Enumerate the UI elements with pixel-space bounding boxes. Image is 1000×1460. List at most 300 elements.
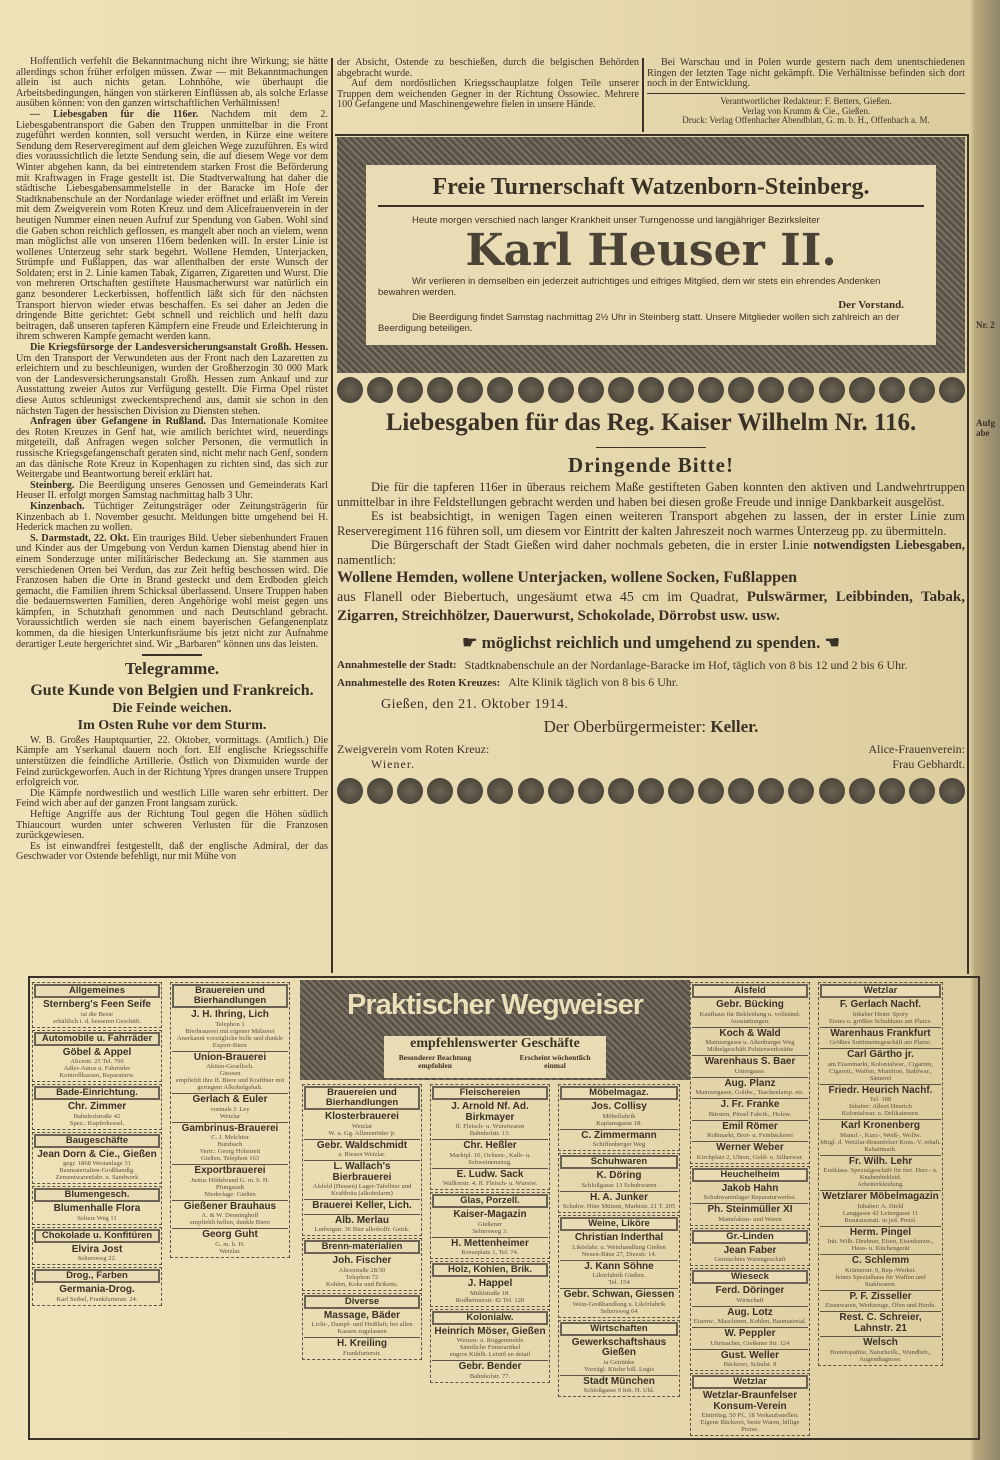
ornament-border xyxy=(337,778,965,804)
ad-detail: Inh. Wilh. Deubner, Eisen, Eisenkurzw., Haus- u. Küchengerät xyxy=(827,1238,934,1252)
ad-detail: Seltersweg 3. xyxy=(472,1227,508,1235)
ad-category-header: Diverse xyxy=(304,1295,420,1309)
ad-business-name: Christian Inderthal xyxy=(574,1232,664,1243)
ad-business-name: J. Kann Söhne xyxy=(584,1260,654,1272)
ornament-circle xyxy=(728,377,754,403)
article-paragraph xyxy=(16,417,328,481)
ad-column xyxy=(302,1084,422,1360)
ad-entry xyxy=(172,1093,288,1121)
ad-detail: Anerkannt vorzügliche helle und dunkle xyxy=(176,1034,284,1042)
article-paragraph xyxy=(16,534,328,651)
ad-category xyxy=(690,982,810,1164)
ad-business-name: Wetzlarer Möbelmagazin xyxy=(822,1191,939,1202)
ad-detail: Alsfeld (Hessen) Lager-Tafelbier und Kraftbräu (alkoholarm) xyxy=(312,1183,412,1197)
ad-entry xyxy=(820,1155,941,1190)
ad-business-name: Gerlach & Euler xyxy=(192,1094,268,1105)
imprint-publisher: Verlag von Krumm & Cie., Gießen. xyxy=(741,105,871,116)
ad-entry xyxy=(820,999,941,1026)
ad-entry xyxy=(172,1051,288,1093)
ad-entry xyxy=(692,1055,808,1076)
ad-entry xyxy=(692,1390,808,1434)
ad-detail: Wirtschaft xyxy=(736,1296,764,1304)
ad-category xyxy=(818,982,943,1366)
right-main-column xyxy=(337,137,965,804)
ornament-circle xyxy=(728,778,754,804)
ad-business-name: H. Kreiling xyxy=(336,1338,387,1349)
ad-entry xyxy=(304,1199,420,1213)
ad-business-name: Welsch xyxy=(863,1337,898,1348)
directory-banner xyxy=(300,980,690,1080)
ad-detail: Eisenwaren, Werkzeuge, Öfen und Herde. xyxy=(825,1302,936,1309)
ornament-circle xyxy=(608,377,634,403)
ad-entry xyxy=(34,1244,160,1264)
ornament-circle xyxy=(668,778,694,804)
ad-business-name: Aug. Planz xyxy=(724,1077,776,1089)
ad-detail: Schloßgasse 9 Inh. H. Uhl. xyxy=(583,1387,655,1394)
ornament-circle xyxy=(819,377,845,403)
ad-business-name: F. Gerlach Nachf. xyxy=(839,999,922,1010)
ad-entry xyxy=(820,1048,941,1083)
article-lead: S. Darmstadt, 22. Okt. xyxy=(30,532,130,544)
ad-business-name: Gust. Weller xyxy=(720,1349,780,1361)
ornament-circle xyxy=(758,377,784,403)
ad-detail: Weizen- u. Roggenmehle xyxy=(456,1337,524,1344)
ad-entry xyxy=(692,1203,808,1224)
ad-entry xyxy=(304,1337,420,1358)
ornament-circle xyxy=(487,778,513,804)
ad-business-name: Herm. Pingel xyxy=(849,1226,912,1238)
ad-business-name: Exportbrauerei xyxy=(194,1165,266,1176)
ad-detail: Butzbach xyxy=(217,1141,243,1148)
ad-business-name: Ph. Steinmüller XI xyxy=(707,1204,793,1215)
ornament-circle xyxy=(608,778,634,804)
appeal-body: Die für die tapferen 116er in überaus reichem Maße gestifteten Gaben konnten den aktiven und Landwehrtruppen unmittelbar in ihre Feldstellungen gebracht werden und haben bei diesen große Freude und innige Dankbarkeit ausgelöst. Es ist beabsichtigt, in wenigen Tagen einen weiteren Transport abgehen zu lassen, der in erster Linie zum Reserveregiment 116 führen soll, um diesem vor Eintritt der kalten Jahreszeit noch warmes Unterzeug pp. zu übermitteln. Die Bürgerschaft der Stadt Gießen wird daher nochmals gebeten, die in erster Linie notwendigsten Liebesgaben, namentlich: Wollene Hemden, wollene Unterjacken, wollene Socken, Fußlappen aus Flanell oder Biebertuch, ungesäumt etwa 45 cm im Quadrat, Pulswärmer, Leibbinden, Tabak, Zigarren, Streichhölzer, Dauerwurst, Schokolade, Dörrobst usw. usw. xyxy=(337,480,966,624)
ad-detail: empfiehlt ihre ff. Biere und Kraftbier mit geringem Alkoholgehalt. xyxy=(175,1077,285,1091)
ad-detail: Rodheimerstr. 42 Tel. 128 xyxy=(455,1296,525,1304)
ad-business-name: J. Arnold Nf. Ad. Birkmayer xyxy=(451,1101,529,1123)
divider xyxy=(335,134,967,136)
pointing-hand-icon: ☛ xyxy=(462,633,482,652)
ad-entry xyxy=(692,1327,808,1348)
ornament-circle xyxy=(698,778,724,804)
article-lead: Steinberg. xyxy=(30,479,75,491)
ad-entry xyxy=(172,1122,288,1164)
ad-entry xyxy=(432,1101,548,1138)
ad-detail: Möbelfabrik xyxy=(602,1112,636,1120)
ad-detail: Bürsten, Pinsel Fabrik., Holzw. xyxy=(708,1110,792,1118)
ad-category-header: Drog., Farben xyxy=(34,1269,160,1283)
ad-business-name: Gebr. Bender xyxy=(458,1361,522,1372)
ad-column xyxy=(32,982,162,1306)
ad-detail: z. Riesen Wetzlar. xyxy=(338,1151,386,1158)
next-page-fragment: Aufgabe xyxy=(976,418,996,438)
ad-entry xyxy=(304,1111,420,1138)
ad-business-name: Gießener Brauhaus xyxy=(183,1200,277,1212)
ad-detail: Eisenw., Maschinen, Kohlen, Baumaterial. xyxy=(693,1318,807,1325)
ad-detail: Kaufhaus für Bekleidung u. vollständ. Ausstattungen. xyxy=(699,1010,801,1025)
signature-red-cross: Zweigverein vom Roten Kreuz: Wiener. xyxy=(337,742,490,771)
ad-detail: Walltorstr. 4, ff. Fleisch- u. Wurstw. xyxy=(442,1180,538,1187)
ad-detail: Bahnhofstraße 42 xyxy=(73,1112,121,1120)
ad-category xyxy=(558,1084,680,1151)
directory-subtitle-box: empfehlenswerter Geschäfte Besonderer Beachtung empfohlen Erscheint wöchentlich einmal xyxy=(384,1036,606,1078)
ad-entry xyxy=(692,1349,808,1370)
ornament-circle xyxy=(337,778,363,804)
ad-business-name: E. Ludw. Sack xyxy=(456,1168,524,1180)
ad-category xyxy=(558,1215,680,1318)
ad-detail: Erstklass. Spezialgeschäft für fert. Herr.- u. Knabenbekleid. xyxy=(823,1167,938,1181)
ad-category-header: Bade-Einrichtung. xyxy=(34,1086,160,1100)
ad-category-header: Weine, Liköre xyxy=(560,1217,678,1231)
ornament-circle xyxy=(879,778,905,804)
ad-business-name: Union-Brauerei xyxy=(193,1051,267,1063)
left-column-articles xyxy=(16,57,328,650)
appeal-signatures xyxy=(337,742,965,772)
ad-business-name: Friedr. Heurich Nachf. xyxy=(828,1084,933,1096)
ad-category-header: Automobile u. Fahrräder xyxy=(34,1032,160,1046)
ad-business-name: Jean Faber xyxy=(723,1244,777,1256)
ad-entry xyxy=(692,1245,808,1265)
ad-category xyxy=(690,1228,810,1267)
ad-detail: Export-Biere xyxy=(212,1041,248,1049)
ad-column xyxy=(818,982,943,1366)
ad-detail: Brautausstatt. in jed. Preisl. xyxy=(844,1216,917,1224)
ad-entry xyxy=(820,1336,941,1364)
ad-detail: Vertr.: Georg Hohstreit xyxy=(199,1148,261,1155)
ad-category-header: Brenn-materialien xyxy=(304,1240,420,1254)
ad-entry xyxy=(820,1190,941,1225)
ad-detail: Neuen-Bäue 27, Diezstr. 14. xyxy=(581,1250,657,1258)
ad-category xyxy=(430,1309,550,1383)
ad-category-header: Gr.-Linden xyxy=(692,1230,808,1244)
ad-detail: Bahnhofstr. 77. xyxy=(469,1372,511,1380)
divider xyxy=(142,654,202,656)
ad-entry xyxy=(560,1129,678,1150)
telegrams-section xyxy=(16,654,328,863)
ad-business-name: Sternberg's Feen Seife xyxy=(43,999,151,1010)
article-text: Das Internationale Komitee des Roten Kreuzes in Genf hat, wie amtlich berichtet wird, neuerdings mitgeteilt, daß Anfragen wegen solcher Personen, die vermutlich in russische Kriegsgefangenschaft geraten sind, nicht mehr nach Genf, sondern an das dänische Rote Kreuz in Kopenhagen zu richten sind, das sich zur Weitergabe und Beantwortung bereit erklärt hat. xyxy=(16,416,328,481)
ornament-circle xyxy=(578,377,604,403)
ad-business-name: P. F. Zisseller xyxy=(849,1290,912,1302)
ad-category-header: Wetzlar xyxy=(820,984,941,998)
ad-detail: Untergasse. xyxy=(734,1067,766,1075)
ad-detail: Spez.: Kupferkessel. xyxy=(69,1119,125,1127)
ad-detail: G. m. b. H. xyxy=(215,1240,245,1248)
obituary-border xyxy=(337,137,965,373)
ad-category xyxy=(430,1192,550,1259)
ad-business-name: Gebr. Waldschmidt xyxy=(316,1139,408,1151)
ad-detail: Roßmarkt, Brot- u. Feinbäckerei xyxy=(707,1132,793,1139)
ornament-circle xyxy=(849,778,875,804)
ad-business-name: Warenhaus Frankfurt xyxy=(830,1027,931,1039)
ad-detail: ff. Fleisch- u. Wurstwaren xyxy=(455,1123,525,1130)
ad-detail: Schiffenberger Weg xyxy=(592,1141,646,1148)
article-text: Nachdem mit dem 2. Liebesgabentransport die Gaben den Truppen unmittelbar in die Front zugeführt werden konnten, soll versucht werden, in Kürze eine weitere Sendung dem Reserveregiment auf dem gleichen Wege zuzuführen. Es wird dies voraussichtlich die letzte Sendung sein, die auf diesem Wege vor dem Winter abgehen kann, da bei eintretendem starken Frost die Beförderung mit Kraftwagen in Frage gestellt ist. Die Stadtverwaltung hat daher die städtische Liebesgabensammelstelle in der Baracke im Hofe der Stadtknabenschule an der Nordanlage wieder eröffnet und erläßt im Verein mit dem Zweigverein vom Roten Kreuz und dem Alicefrauenverein in der heutigen Nummer einen neuen Aufruf zur Spendung von Gaben. Wohl sind die Gaben schon reichlich geflossen, es mangelt aber noch an vielem, wenn man möglichst alle von unseren 116ern bedenken will. In erster Linie ist wollenes Unterzeug sehr stark begehrt. Wollene Hemden, Unterjacken, Strümpfe und Fußlappen, das war allenthalben der erste Wunsch der Soldaten; erst in 2. Linie kamen Tabak, Zigarren, Zigaretten und Wurst. Die von mehreren Ortschaften gestiftete Hausmacherwurst war natürlich ein ganz besonderer Leckerbissen, hoffentlich läßt sich für den nächsten Transport hiervon wieder etwas beschaffen. Es sei daher an Jeden die dringende Bitte gerichtet: Gebt schnell und reichlich und helft dazu beitragen, daß unseren tapferen Kämpfern eine Freude und Erleichterung in ihrem schweren Kampfe gemacht werden kann. xyxy=(16,108,328,343)
ad-entry xyxy=(172,1200,288,1228)
ad-category xyxy=(558,1320,680,1398)
appeal-items: aus Flanell oder Biebertuch, ungesäumt etwa 45 cm im Quadrat, Pulswärmer, Leibbinden, Tabak, Zigarren, Streichhölzer, Dauerwurst, Schokolade, Dörrobst usw. usw. xyxy=(337,589,966,624)
ornament-circle xyxy=(397,377,423,403)
ad-category-header: Baugeschäfte xyxy=(34,1134,160,1148)
ad-business-name: Jakob Hahn xyxy=(721,1182,779,1194)
ad-detail: Bahnhofstr. 13. xyxy=(469,1130,511,1137)
ad-detail: Bierbrauerei mit eigener Mälzerei xyxy=(185,1027,275,1035)
ornament-circle xyxy=(518,377,544,403)
ad-detail: A. & W. Denninghoff xyxy=(201,1212,259,1219)
ornament-circle xyxy=(397,778,423,804)
ad-entry xyxy=(432,1326,548,1360)
divider xyxy=(378,205,924,207)
ad-column xyxy=(558,1084,680,1397)
article-lead: — Liebesgaben für die 116er. xyxy=(30,108,199,120)
article-lead: Kinzenbach. xyxy=(30,500,85,512)
ad-detail: Wetzlar xyxy=(351,1122,373,1130)
ad-detail: Vorzügl. Küche bill. Logis xyxy=(583,1365,655,1373)
ad-category-header: Chokolade u. Konfitüren xyxy=(34,1229,160,1243)
appeal-call: ☛ möglichst reichlich und umgehend zu spenden. ☚ xyxy=(462,633,840,652)
ad-detail: Erstes u. größtes Schuhhaus am Platze. xyxy=(828,1017,933,1025)
ad-detail: ist die Beste xyxy=(80,1010,114,1018)
ornament-circle xyxy=(788,778,814,804)
ad-entry xyxy=(820,1290,941,1311)
ad-detail: Kohlen, Koks und Briketts. xyxy=(325,1280,399,1288)
article-paragraph xyxy=(16,110,328,343)
ad-detail: Seltersweg 22. xyxy=(77,1255,117,1262)
divider xyxy=(647,93,965,95)
ornament-circle xyxy=(849,377,875,403)
telegrams-title: Telegramme. xyxy=(124,658,220,678)
ad-business-name: Chr. Zimmer xyxy=(67,1101,127,1112)
ad-entry xyxy=(304,1139,420,1160)
ad-category xyxy=(302,1238,422,1291)
ad-business-name: Germania-Drog. xyxy=(59,1284,135,1295)
column-rule xyxy=(642,58,644,132)
appeal-place-date: Gießen, den 21. Oktober 1914. xyxy=(381,697,569,712)
ad-entry xyxy=(692,1120,808,1141)
ad-detail: Uhrmacher, Gießener Str. 124 xyxy=(710,1339,790,1347)
ad-entry xyxy=(560,1191,678,1212)
ad-entry xyxy=(172,1164,288,1199)
ad-business-name: Chr. Heßler xyxy=(463,1140,517,1151)
ad-category-header: Brauereien und Bierhandlungen xyxy=(304,1086,420,1110)
ad-detail: Größtes Sortimentsgeschäft am Platze. xyxy=(829,1039,932,1046)
ad-category xyxy=(690,1373,810,1436)
ornament-circle xyxy=(638,778,664,804)
article-paragraph: Auf dem nordöstlichen Kriegsschauplatze folgen Teile unserer Truppen dem weichenden Gegner in der Richtung Ossowiec. Mehrere 100 Gefangene und Maschinengewehre fielen in unsere Hände. xyxy=(337,78,639,111)
ad-category xyxy=(32,1030,162,1083)
ornament-circle xyxy=(788,377,814,403)
ad-column xyxy=(690,982,810,1436)
ad-business-name: K. Döring xyxy=(596,1170,642,1181)
ad-entry xyxy=(304,1310,420,1337)
obituary-name: Karl Heuser II. xyxy=(465,224,837,276)
ad-entry xyxy=(304,1214,420,1235)
ad-detail: erhältlich i. d. besseren Geschäft. xyxy=(53,1017,141,1025)
ad-category xyxy=(170,982,290,1258)
telegrams-headline: Gute Kunde von Belgien und Frankreich. xyxy=(30,681,314,699)
ornament-circle xyxy=(909,377,935,403)
telegrams-body xyxy=(16,736,328,863)
ad-entry xyxy=(692,999,808,1026)
ad-entry xyxy=(692,1077,808,1098)
ornament-circle xyxy=(427,778,453,804)
article-paragraph xyxy=(16,343,328,417)
ad-category-header: Allgemeines xyxy=(34,984,160,998)
ornament-circle xyxy=(427,377,453,403)
ad-entry xyxy=(560,1288,678,1316)
ad-category xyxy=(430,1084,550,1190)
ad-category-header: Brauereien und Bierhandlungen xyxy=(172,984,288,1008)
ad-category xyxy=(32,1084,162,1130)
ad-detail: Adler-Autos u. Fahrräder xyxy=(63,1065,131,1072)
ad-entry xyxy=(560,1170,678,1190)
ad-entry xyxy=(692,1098,808,1119)
ad-detail: am Eisenmarkt, Kolonialwar., Cigarren, Cigarett., Waffen, Munition, Stahlwar., Sämerei xyxy=(827,1060,934,1082)
ad-business-name: W. Peppler xyxy=(724,1328,776,1339)
article-text: Tüchtiger Zeitungsträger oder Zeitungsträgerin für Kinzenbach ab 1. November gesucht. Meldungen bitte umgehend bei H. Hederick machen zu wollen. xyxy=(16,500,328,534)
ad-detail: Kirchplatz 2, Uhren, Gold- u. Silberwar. xyxy=(696,1153,804,1161)
ad-entry xyxy=(692,1183,808,1203)
ad-business-name: Massage, Bäder xyxy=(323,1309,401,1321)
pointing-hand-icon: ☚ xyxy=(820,633,840,652)
ad-category xyxy=(690,1268,810,1371)
ad-category-header: Möbelmagaz. xyxy=(560,1086,678,1100)
ad-detail: Sämtliche Futterartikel xyxy=(459,1344,521,1351)
article-paragraph xyxy=(16,57,328,110)
ad-business-name: Jean Dorn & Cie., Gießen xyxy=(37,1148,157,1160)
obituary-intro: Heute morgen verschied nach langer Krankheit unser Turngenosse und langjähriger Bezirksleiter xyxy=(412,214,820,226)
ad-business-name: Georg Guht xyxy=(202,1229,258,1240)
ornament-circle xyxy=(909,778,935,804)
ad-category-header: Holz, Kohlen, Brik. xyxy=(432,1263,548,1277)
ad-detail: Mainzergasse, Goldw., Taschenlamp. etc. xyxy=(695,1089,805,1096)
ad-detail: Inhaber: A. Diehl xyxy=(857,1202,904,1210)
article-paragraph xyxy=(16,502,328,534)
obituary-club: Freie Turnerschaft Watzenborn-Steinberg. xyxy=(432,174,870,200)
ad-category-header: Alsfeld xyxy=(692,984,808,998)
ad-category-header: Kolonialw. xyxy=(432,1311,548,1325)
ad-business-name: H. Mettenheimer xyxy=(451,1237,529,1249)
divider xyxy=(596,447,706,449)
ad-business-name: Warenhaus S. Baer xyxy=(704,1056,796,1067)
ad-detail: Pfungstadt xyxy=(215,1183,245,1191)
ornament-circle xyxy=(939,377,965,403)
ad-detail: Kolonialwar. u. Delikatessen. xyxy=(841,1110,920,1117)
ornament-circle xyxy=(457,377,483,403)
ad-entry xyxy=(172,1009,288,1050)
next-page-fragment: Nr. 2 xyxy=(976,320,995,330)
ad-entry xyxy=(34,1284,160,1304)
signature-alice-society: Alice-Frauenverein: Frau Gebhardt. xyxy=(868,742,965,771)
ornament-circle xyxy=(758,778,784,804)
ad-business-name: Göbel & Appel xyxy=(62,1046,132,1058)
ad-entry xyxy=(692,1027,808,1055)
ad-business-name: Stadt München xyxy=(583,1375,655,1387)
ad-entry xyxy=(820,1084,941,1119)
ad-category xyxy=(302,1084,422,1236)
ad-business-name: Joh. Fischer xyxy=(332,1255,392,1266)
ad-detail: Gießener xyxy=(477,1220,503,1228)
ad-detail: Zementwarenfabr. u. Sandwerk xyxy=(55,1174,139,1181)
ornament-circle xyxy=(548,778,574,804)
ad-detail: Baumaterialien-Großhandlg. xyxy=(59,1167,135,1174)
ad-category xyxy=(32,1227,162,1266)
ad-detail: Selters Weg 11 xyxy=(77,1214,117,1222)
ad-business-name: Emil Römer xyxy=(722,1120,778,1132)
ad-detail: Möbelgeschäft Polsterwerkstätte xyxy=(706,1046,794,1053)
ad-detail: Manuf.-, Kurz-, Weiß-, Wollw. xyxy=(839,1131,922,1139)
ad-detail: vormals J. Ley xyxy=(210,1105,250,1113)
telegram-paragraph: Die Kämpfe nordwestlich und westlich Lille waren sehr erbittert. Der Feind wich aber auf der ganzen Front langsam zurück. xyxy=(16,787,328,810)
ad-business-name: Gewerkschaftshaus Gießen xyxy=(571,1336,667,1358)
ad-detail: Mitgl. d. Wetzlar-Braunfelser Kons.-V. erhalt. Rabattmark. xyxy=(820,1138,941,1153)
article-text: Ein trauriges Bild. Ueber siebenhundert Frauen und Kinder aus der Umgebung von Verdun kamen Dienstag abend hier in einem Sonderzuge unter militärischer Bedeckung an. Sie stammen aus verschiedenen Orten bei Verdun, das zur Zeit heftig beschossen wird. Die Franzosen haben die Orte in Brand gesteckt und dem Erdboden gleich gemacht, die Familien ihrem Schicksal überlassend. Unsere Truppen haben die bedauernswerten Familien, deren Angehörige wohl meist gegen uns kämpfen, in Schutzhaft genommen und nach Deutschland gebracht. Voraussichtlich werden sie nach einem bayerischen Gefangenenplatz kommen, da die hiesigen Unterkunftsräume bis jetzt nicht zur Aufnahme derartiger Leute hergerichtet sind. Wir „Barbaren“ können uns das leisten. xyxy=(16,532,328,650)
ad-detail: Alicestraße 28/30 xyxy=(338,1266,386,1274)
ad-detail: Likörfabr. u. Weinhandlung Gießen xyxy=(572,1243,666,1251)
ad-category-header: Wetzlar xyxy=(692,1375,808,1389)
ad-entry xyxy=(34,999,160,1026)
top-right-block xyxy=(647,58,965,126)
article-paragraph xyxy=(16,481,328,502)
ornament-circle xyxy=(548,377,574,403)
ad-detail: Schloßgasse 13 Schuhwaren xyxy=(581,1181,657,1189)
appeal-subtitle: Dringende Bitte! xyxy=(568,453,734,477)
telegram-paragraph: Es ist einwandfrei festgestellt, daß der englische Admiral, der das Geschwader vor Ostende befehligt, nur mit Mühe von xyxy=(16,840,328,863)
ad-business-name: C. Schlemm xyxy=(851,1255,910,1266)
obituary-funeral: Die Beerdigung findet Samstag nachmittag 2½ Uhr in Steinberg statt. Unsere Mitglieder wollen sich zahlreich an der Beerdigung beteiligen. xyxy=(378,311,900,334)
ad-detail: Wein-Großhandlung u. Likörfabrik xyxy=(572,1300,666,1308)
ornament-circle xyxy=(668,377,694,403)
ad-detail: Schuhw. Hüte Mützen, Marktstr. 21 T. 205 xyxy=(562,1203,676,1210)
article-paragraph: der Absicht, Ostende zu beschießen, durch die belgischen Behörden abgebracht wurde. xyxy=(337,57,639,79)
imprint xyxy=(647,97,965,126)
imprint-editor: Verantwortlicher Redakteur: F. Betters, Gießen. xyxy=(720,96,892,107)
ad-business-name: J. Fr. Franke xyxy=(720,1099,780,1110)
ornament-circle xyxy=(879,377,905,403)
ad-column xyxy=(430,1084,550,1383)
ad-business-name: Heinrich Möser, Gießen xyxy=(434,1325,546,1337)
ad-detail: Niederlage: Gießen xyxy=(204,1190,256,1198)
ad-entry xyxy=(820,1027,941,1048)
ad-detail: Kontrollkassen, Reparaturw. xyxy=(59,1072,135,1079)
ad-category xyxy=(690,1166,810,1226)
ad-business-name: J. Happel xyxy=(467,1278,513,1289)
ad-detail: Manufaktur- und Waren xyxy=(718,1215,782,1223)
ad-detail: feines Spezialhaus für Waffen und Stahlwaren. xyxy=(835,1273,926,1288)
ad-detail: empfiehlt hellen, dunkle Biere xyxy=(189,1219,271,1226)
ad-category xyxy=(32,982,162,1028)
ad-entry xyxy=(34,1047,160,1081)
ornament-circle xyxy=(939,778,965,804)
ad-detail: Aktien-Gesellsch. xyxy=(206,1063,254,1070)
ad-detail: Ludwigstr. 36 Bier alkoholfr. Getrk. xyxy=(314,1226,410,1233)
ad-detail: Marktpl. 10, Ochsen-, Kalb- u. Schweinemetzg. xyxy=(449,1151,531,1166)
ad-business-name: Alb. Merlau xyxy=(335,1214,389,1226)
column-rule xyxy=(331,58,333,973)
ad-category xyxy=(32,1186,162,1225)
ad-detail: Gießen. Telephon 163 xyxy=(200,1155,260,1162)
ornament-circle xyxy=(487,377,513,403)
ad-business-name: H. A. Junker xyxy=(590,1191,648,1203)
ad-business-name: Klosterbrauerei xyxy=(325,1111,399,1122)
ornament-circle xyxy=(337,377,363,403)
ad-detail: Schuhwarenlager Reparaturwerkst. xyxy=(703,1194,797,1201)
ad-detail: Mühlstraße 18. xyxy=(470,1289,510,1297)
telegrams-subhead: Die Feinde weichen. xyxy=(112,700,232,716)
ad-entry xyxy=(34,1149,160,1183)
appeal-mayor: Der Oberbürgermeister: Keller. xyxy=(543,717,759,736)
article-text: Hoffentlich verfehlt die Bekanntmachung nicht ihre Wirkung; sie hätte allerdings schon früher erfolgen müssen. Zwar — mit Bekanntmachungen allein ist auch nichts getan. Lohnhöhe, wie überhaupt die Arbeitsbedingungen, hängen von stärkeren Einflüssen ab, als solche Erlasse ausüben können: von den ganzen wirtschaftlichen Verhältnissen! xyxy=(16,56,328,110)
